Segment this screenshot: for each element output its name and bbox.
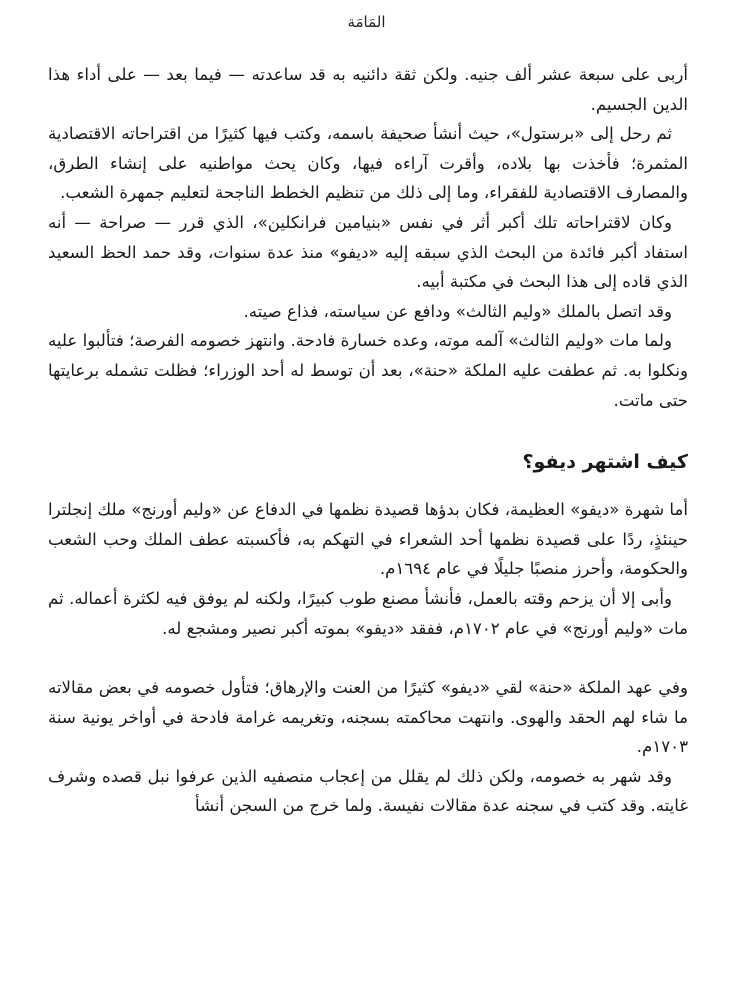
paragraph-bristol: ثم رحل إلى «برستول»، حيث أنشأ صحيفة باسمه، وكتب فيها كثيرًا من اقتراحاته الاقتصادية المثمرة؛ فأخذت بها بلاده، وأقرت آراءه فيها، وكان يحث مواطنيه على إنشاء الطرق، والمصارف الاقتصادية للفقراء، وما إلى ذلك من تنظيم الخطط الناجحة لتعليم جمهرة الشعب. xyxy=(48,124,688,203)
paragraph-fame: أما شهرة «ديفو» العظيمة، فكان بدؤها قصيدة نظمها في الدفاع عن «وليم أورنج» ملك إنجلترا حينئذٍ، ردًا على قصيدة نظمها أحد الشعراء في التهكم به، فأكسبته عطف الملك وحب الشعب والحكومة، وأحرز منصبًا جليلًا في عام ١٦٩٤م. xyxy=(48,500,688,579)
body-text xyxy=(48,60,688,821)
paragraph-william-iii: وقد اتصل بالملك «وليم الثالث» ودافع عن سياسته، فذاع صيته. xyxy=(243,301,672,321)
section-heading: كيف اشتهر ديفو؟ xyxy=(522,451,688,474)
paragraph-queen-anne-favor: ولما مات «وليم الثالث» آلمه موته، وعده خسارة فادحة. وانتهز خصومه الفرصة؛ فتألبوا عليه ونكلوا به. ثم عطفت عليه الملكة «حنة»، بعد أن توسط له أحد الوزراء؛ فظلت تشمله برعايتها حتى ماتت. xyxy=(48,331,688,410)
paragraph-debt-continuation: أربى على سبعة عشر ألف جنيه. ولكن ثقة دائنيه به قد ساعدته — فيما بعد — على أداء هذا الدين الجسيم. xyxy=(48,65,688,114)
paragraph-prison: وفي عهد الملكة «حنة» لقي «ديفو» كثيرًا من العنت والإرهاق؛ فتأول خصومه في بعض مقالاته ما شاء لهم الحقد والهوى. وانتهت محاكمته بسجنه، وتغريمه غرامة فادحة في أواخر يونية سنة ١٧٠٣م. xyxy=(48,678,688,757)
running-header: المَامَة xyxy=(347,13,386,31)
paragraph-brick-factory: وأبى إلا أن يزحم وقته بالعمل، فأنشأ مصنع طوب كبيرًا، ولكنه لم يوفق فيه لكثرة أعماله. ثم مات «وليم أورنج» في عام ١٧٠٢م، ففقد «ديفو» بموته أكبر نصير ومشجع له. xyxy=(48,588,688,638)
paragraph-defamed: وقد شهر به خصومه، ولكن ذلك لم يقلل من إعجاب منصفيه الذين عرفوا نبل قصده وشرف غايته. وقد كتب في سجنه عدة مقالات نفيسة. ولما خرج من السجن أنشأ xyxy=(48,766,688,816)
paragraph-franklin: وكان لاقتراحاته تلك أكبر أثر في نفس «بنيامين فرانكلين»، الذي قرر — صراحة — أنه استفاد أكبر فائدة من البحث الذي سبقه إليه «ديفو» منذ عدة سنوات، وقد حمد الحظ السعيد الذي قاده إلى هذا البحث في مكتبة أبيه. xyxy=(48,212,688,292)
